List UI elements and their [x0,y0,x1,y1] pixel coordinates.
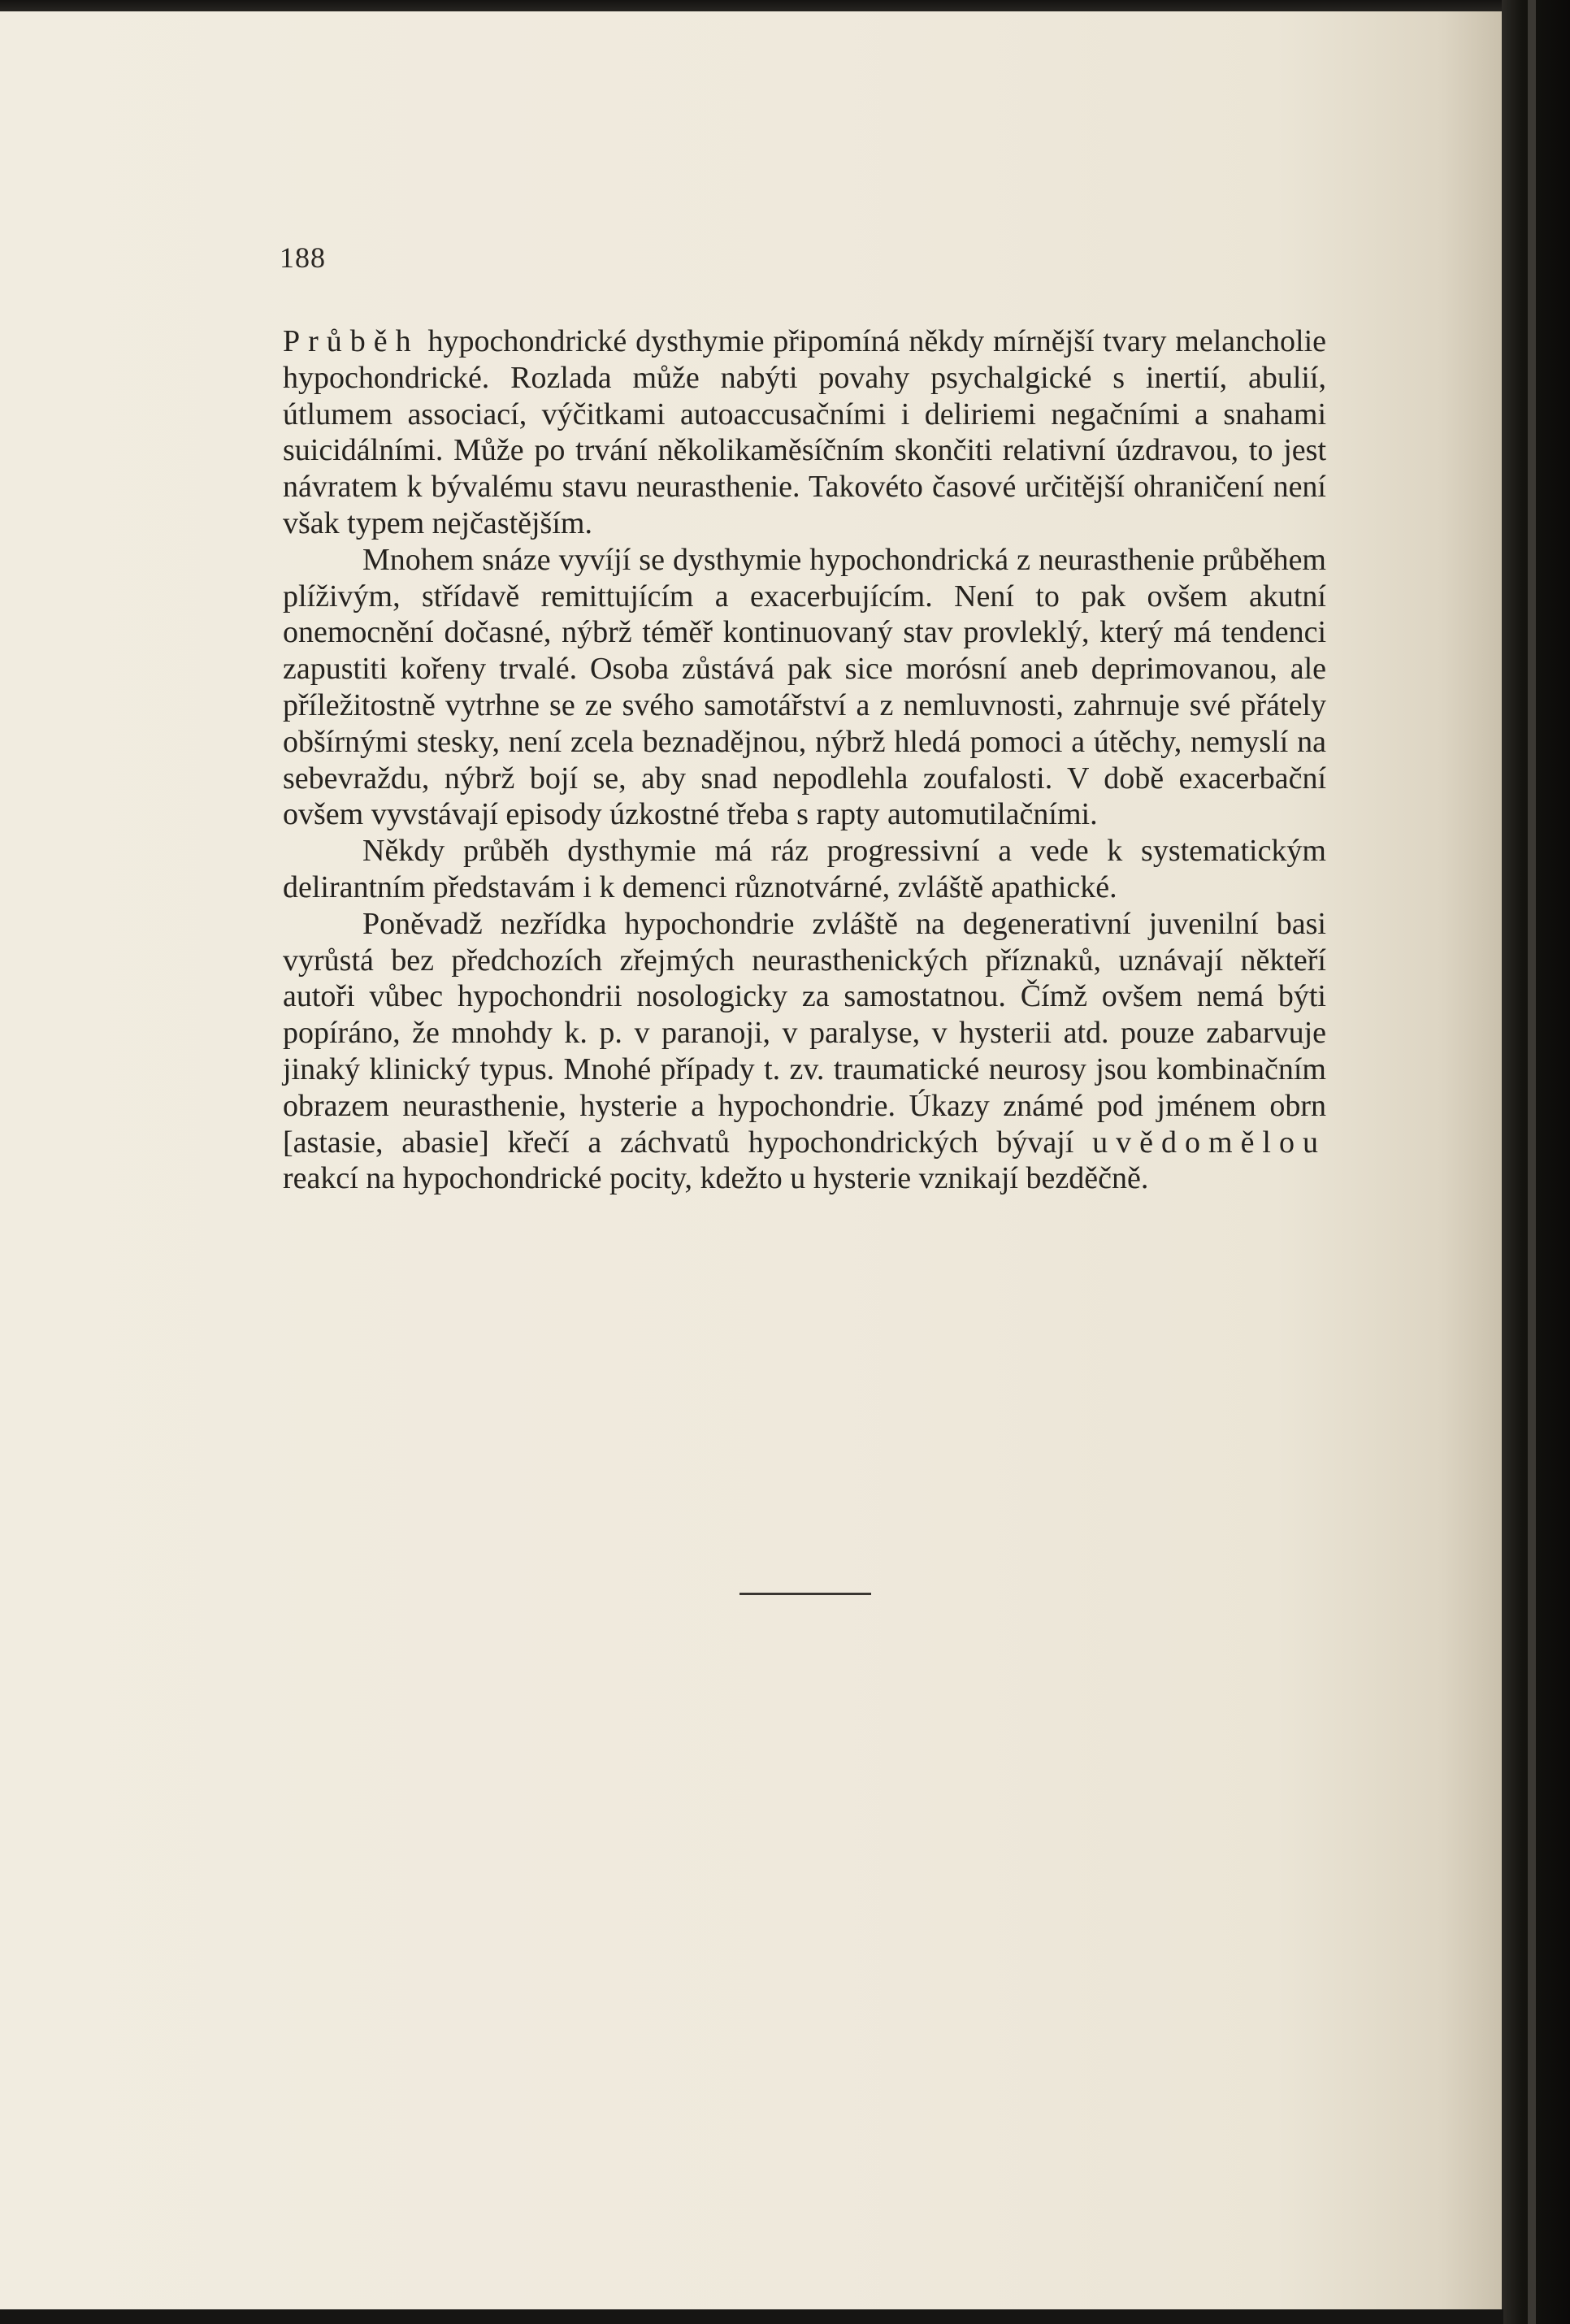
paragraph-3: Někdy průběh dysthymie má ráz progressivní a vede k systematickým delirantním představám i k demenci různotvárné, zvláště apathické. [283,834,1326,904]
paragraph-2: Mnohem snáze vyvíjí se dysthymie hypochondrická z neurasthenie průběhem plíživým, střídavě remittujícím a exacerbujícím. Není to pak ovšem akutní onemocnění dočasné, nýbrž téměř kontinuovaný stav provleklý, který má tendenci zapustiti kořeny trvalé. Osoba zůstává pak sice morósní aneb deprimovanou, ale příležitostně vytrhne se ze svého samotářství a z nemluvnosti, zahrnuje své přátely obšírnými stesky, není zcela beznadějnou, nýbrž hledá pomoci a útěchy, nemyslí na sebevraždu, nýbrž bojí se, aby snad nepodlehla zoufalosti. V době exacerbační ovšem vyvstávají episody úzkostné třeba s rapty automutilačními. [283,542,1326,832]
paragraph-4-text-before: Poněvadž nezřídka hypochondrie zvláště na degenerativní juvenilní basi vyrůstá bez předchozích zřejmých neurasthenických příznaků, uznávají někteří autoři vůbec hypochondrii nosologicky za samostatnou. Čímž ovšem nemá býti popíráno, že mnohdy k. p. v paranoji, v paralyse, v hysterii atd. pouze zabarvuje jinaký klinický typus. Mnohé případy t. zv. traumatické neurosy jsou kombinačním obrazem neurasthenie, hysterie a hypochondrie. Úkazy známé pod jménem obrn [astasie, abasie] křečí a záchvatů hypochondrických bývají [283,906,1326,1160]
paragraph-4 [283,906,1326,1197]
paragraph-1 [283,323,1326,542]
spaced-emphasis-word: uvědomělou [1092,1125,1326,1160]
body-text [283,323,1326,1197]
book-gutter [1502,0,1570,2324]
page-bottom-edge [0,2309,1503,2324]
page-number: 188 [280,241,326,274]
paragraph-1-text: hypochondrické dysthymie připomíná někdy mírnější tvary melancholie hypochondrické. Rozlada může nabýti povahy psychalgické s inertií, abulií, útlumem associací, výčitkami autoaccusačními i deliriemi negačními a snahami suicidálními. Může po trvání několikaměsíčním skončiti relativní úzdravou, to jest návratem k bývalému stavu neurasthenie. Takovéto časové určitější ohraničení není však typem nejčastějším. [283,324,1326,540]
paragraph-4-text-after: reakcí na hypochondrické pocity, kdežto u hysterie vznikají bezděčně. [283,1161,1149,1196]
spaced-lead-word: Průběh [283,324,419,358]
section-separator-rule [739,1593,871,1595]
gutter-edge-line [1528,0,1536,2324]
